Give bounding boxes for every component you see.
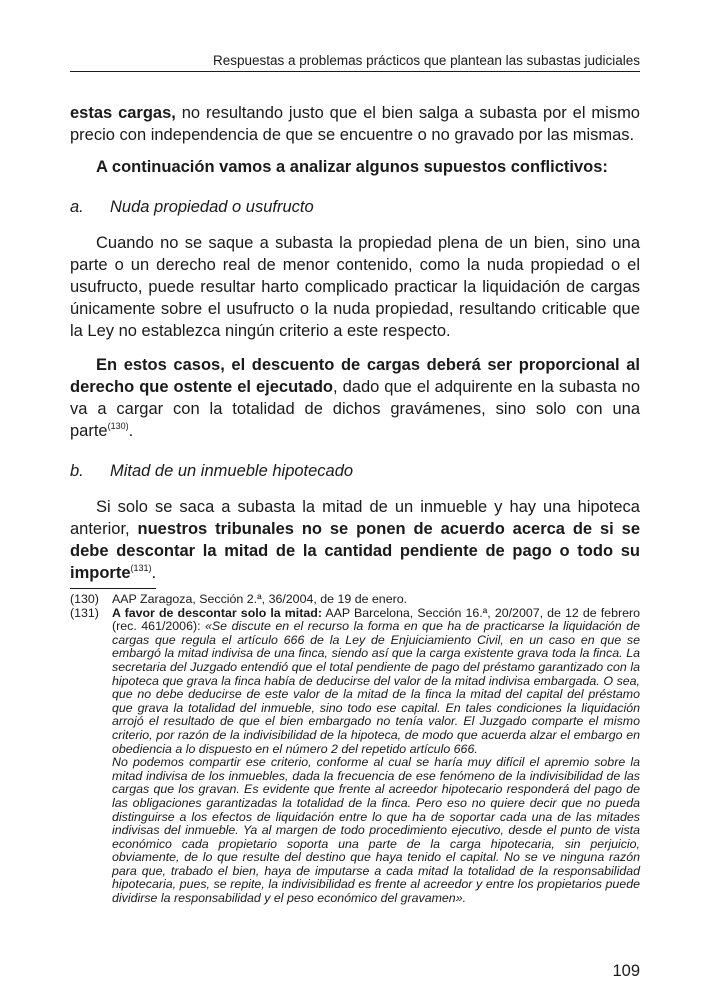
footnote-citation: AAP Barcelona, Sección 16.ª, 20/2007, de 12 de febrero (rec. 461/2006): — [112, 605, 640, 634]
footnote-ref-130[interactable]: (130) — [107, 421, 129, 431]
intro-heading: A continuación vamos a analizar algunos supuestos conflictivos: — [96, 158, 608, 176]
body-text — [70, 102, 640, 584]
footnote-130 — [70, 593, 640, 607]
footnote-131 — [70, 607, 640, 906]
paragraph-text: no resultando justo que el bien salga a subasta por el mismo precio con independencia de que se encuentre o no gravado por las mismas. — [70, 104, 640, 144]
running-header: Respuestas a problemas prácticos que plantean las subastas judiciales — [213, 53, 640, 68]
footnotes — [70, 593, 640, 906]
paragraph-mitad: Si solo se saca a subasta la mitad de un inmueble y hay una hipoteca anterior, nuestros tribunales no se ponen de acuerdo acerca de si se debe descontar la mitad de la cantidad pendiente de pago o todo su importe$^{(131)}$. — [70, 498, 640, 582]
page-number: 109 — [612, 962, 640, 980]
footnote-quote: «Se discute en el recurso la forma en que ha de practicarse la liquidación de cargas que regula el artículo 666 de la Ley de Enjuiciamiento Civil, en un caso en que se embargó la mitad indivisa de una finca, siendo así que la carga existente grava toda la finca. La secretaria del Juzgado entendió que el total pendiente de pago del préstamo garantizado con la hipoteca que grava la finca había de deducirse del valor de la mitad indivisa embargada. O sea, que no debe deducirse de este valor de la mitad de la finca la mitad del capital del préstamo que grava la totalidad del inmueble, sino todo ese capital. En tales condiciones la liquidación arrojó el resultado de que el bien embargado no tenía valor. El Juzgado comparte el mismo criterio, por razón de la indivisibilidad de la hipoteca, de modo que acuerda alzar el embargo en obediencia a lo dispuesto en el número 2 del repetido artículo 666. — [112, 619, 640, 756]
paragraph-continuation — [70, 102, 640, 146]
footnote-number: (131) — [70, 605, 99, 620]
bold-phrase: nuestros tribunales no se ponen de acuerdo acerca de si se debe descontar la mitad de la cantidad pendiente de pago o todo su importe — [70, 520, 640, 582]
footnote-ref-131[interactable]: (131) — [130, 563, 152, 573]
section-title: Mitad de un inmueble hipotecado — [110, 462, 354, 480]
section-letter: a. — [70, 198, 84, 216]
bold-phrase: estas cargas, — [70, 104, 176, 122]
section-letter: b. — [70, 462, 84, 480]
section-title: Nuda propiedad o usufructo — [110, 198, 314, 216]
footnote-number: (130) — [70, 592, 99, 606]
section-heading-b — [70, 460, 640, 482]
paragraph-usufructo: Cuando no se saque a subasta la propiedad plena de un bien, sino una parte o un derecho real de menor contenido, como la nuda propiedad o el usufructo, puede resultar harto complicado practicar la liquidación de cargas únicamente sobre el usufructo o la nuda propiedad, resultando criticable que la Ley no establezca ningún criterio a este respecto. — [70, 234, 640, 340]
footnote-rule — [70, 588, 156, 589]
paragraph-text: , dado que el adquirente en la subasta no va a cargar con la totalidad de dichos gravámenes, sino solo con una parte — [70, 378, 640, 440]
header-rule — [70, 71, 640, 72]
bold-phrase: En estos casos, el descuento de cargas deberá ser proporcional al derecho que ostente el ejecutado — [70, 356, 640, 396]
footnote-quote-continued: No podemos compartir ese criterio, conforme al cual se haría muy difícil el apremio sobre la mitad indivisa de los inmuebles, dada la frecuencia de ese fenómeno de la indivisibilidad de las cargas que los gravan. Es evidente que frente al acreedor hipotecario responderá del pago de las obligaciones garantizadas la totalidad de la finca. Pero eso no quiere decir que no pueda distinguirse a los efectos de liquidación entre lo que ha de soportar cada una de las mitades indivisas del inmueble. Ya al margen de todo procedimiento ejecutivo, desde el punto de vista económico cada propietario soporta una parte de la carga hipotecaria, sin perjuicio, obviamente, de lo que resulte del destino que haya tenido el capital. No se ve ninguna razón para que, trabado el bien, haya de imputarse a cada mitad la totalidad de la responsabilidad hipotecaria, pues, se repite, la indivisibilidad es frente al acreedor y entre los propietarios puede dividirse la responsabilidad y el peso económico del gravamen». — [112, 755, 640, 906]
paragraph-text: Si solo se saca a subasta la mitad de un inmueble y hay una hipoteca anterior, — [70, 498, 640, 538]
paragraph-descuento: En estos casos, el descuento de cargas deberá ser proporcional al derecho que ostente el ejecutado, dado que el adquirente en la subasta no va a cargar con la totalidad de dichos gravámenes, sino solo con una parte$^{(130)}$. — [70, 356, 640, 440]
footnote-bold: A favor de descontar solo la mitad: — [112, 605, 322, 620]
footnote-body — [112, 607, 640, 906]
footnote-text: AAP Zaragoza, Sección 2.ª, 36/2004, de 19 de enero. — [112, 592, 408, 606]
section-heading-a — [70, 196, 640, 218]
